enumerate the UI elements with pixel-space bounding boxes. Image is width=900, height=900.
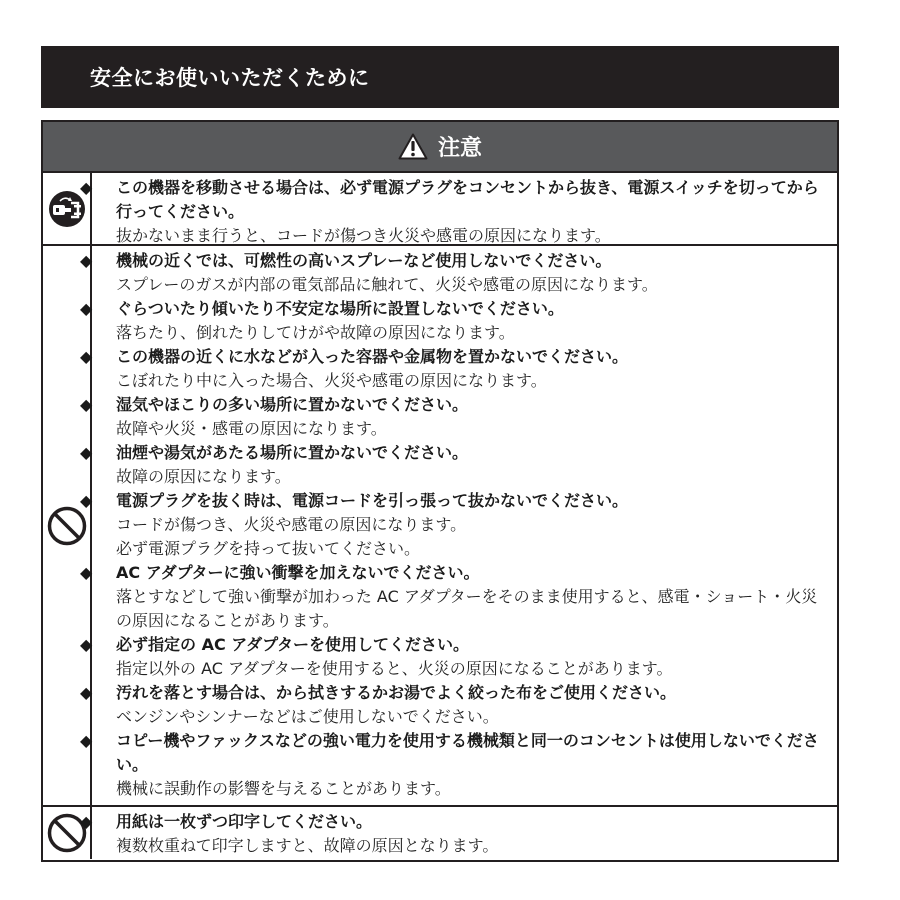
item-heading-text: 用紙は一枚ずつ印字してください。 (116, 812, 373, 831)
row-content (80, 807, 837, 859)
item-heading (80, 441, 831, 465)
diamond-bullet-icon: ◆ (80, 347, 93, 366)
caution-item (80, 633, 831, 681)
item-heading (80, 393, 831, 417)
caution-item (80, 729, 831, 801)
caution-item (80, 176, 831, 248)
caution-row-prohibited (43, 246, 837, 807)
icon-cell (43, 246, 92, 805)
item-heading (80, 489, 831, 513)
item-heading (80, 561, 831, 585)
item-description: こぼれたり中に入った場合、火災や感電の原因になります。 (116, 371, 547, 390)
item-description: 故障や火災・感電の原因になります。 (116, 419, 387, 438)
diamond-bullet-icon: ◆ (80, 731, 93, 750)
item-heading (80, 297, 831, 321)
item-heading-text: この機器の近くに水などが入った容器や金属物を置かないでください。 (116, 347, 629, 366)
caution-item (80, 393, 831, 441)
diamond-bullet-icon: ◆ (80, 683, 93, 702)
caution-item (80, 489, 831, 561)
item-description: 複数枚重ねて印字しますと、故障の原因となります。 (116, 836, 499, 855)
diamond-bullet-icon: ◆ (80, 395, 93, 414)
diamond-bullet-icon: ◆ (80, 812, 93, 831)
diamond-bullet-icon: ◆ (80, 251, 93, 270)
diamond-bullet-icon: ◆ (80, 299, 93, 318)
diamond-bullet-icon: ◆ (80, 491, 93, 510)
item-heading-text: 油煙や湯気があたる場所に置かないでください。 (116, 443, 469, 462)
diamond-bullet-icon: ◆ (80, 443, 93, 462)
caution-row-unplug (43, 173, 837, 246)
item-heading-text: コピー機やファックスなどの強い電力を使用する機械類と同一のコンセントは使用しないでください。 (116, 731, 819, 774)
item-description: 落ちたり、倒れたりしてけがや故障の原因になります。 (116, 323, 515, 342)
item-heading-text: この機器を移動させる場合は、必ず電源プラグをコンセントから抜き、電源スイッチを切ってから行ってください。 (116, 178, 819, 221)
item-description: スプレーのガスが内部の電気部品に触れて、火災や感電の原因になります。 (116, 275, 658, 294)
item-description: 機械に誤動作の影響を与えることがあります。 (116, 779, 451, 798)
caution-item (80, 681, 831, 729)
item-description: 必ず電源プラグを持って抜いてください。 (116, 539, 421, 558)
caution-item (80, 441, 831, 489)
row-content (80, 173, 837, 245)
item-heading-text: 電源プラグを抜く時は、電源コードを引っ張って抜かないでください。 (116, 491, 629, 510)
item-heading (80, 681, 831, 705)
caution-header (43, 122, 837, 173)
item-description: ベンジンやシンナーなどはご使用しないでください。 (116, 707, 499, 726)
item-description: コードが傷つき、火災や感電の原因になります。 (116, 515, 467, 534)
caution-row-paper (43, 807, 837, 859)
item-heading (80, 633, 831, 657)
item-description: 指定以外の AC アダプターを使用すると、火災の原因になることがあります。 (116, 659, 673, 678)
item-heading (80, 729, 831, 777)
caution-item (80, 561, 831, 633)
item-heading (80, 249, 831, 273)
item-heading (80, 345, 831, 369)
item-heading-text: 機械の近くでは、可燃性の高いスプレーなど使用しないでください。 (116, 251, 612, 270)
item-heading-text: 必ず指定の AC アダプターを使用してください。 (116, 635, 470, 654)
item-heading-text: ぐらついたり傾いたり不安定な場所に設置しないでください。 (116, 299, 564, 318)
item-heading-text: AC アダプターに強い衝撃を加えないでください。 (116, 563, 480, 582)
caution-item (80, 297, 831, 345)
diamond-bullet-icon: ◆ (80, 635, 93, 654)
item-heading (80, 176, 831, 224)
item-heading-text: 湿気やほこりの多い場所に置かないでください。 (116, 395, 469, 414)
caution-table (41, 120, 839, 862)
item-heading-text: 汚れを落とす場合は、から拭きするかお湯でよく絞った布をご使用ください。 (116, 683, 677, 702)
warning-triangle-icon (398, 133, 428, 160)
title-bar (41, 46, 839, 108)
caution-label: 注意 (437, 136, 482, 161)
item-description: 落とすなどして強い衝撃が加わった AC アダプターをそのまま使用すると、感電・ショート・火災の原因になることがあります。 (116, 587, 818, 630)
diamond-bullet-icon: ◆ (80, 178, 93, 197)
item-heading (80, 810, 831, 834)
row-content (80, 246, 837, 805)
diamond-bullet-icon: ◆ (80, 563, 93, 582)
item-description: 抜かないまま行うと、コードが傷つき火災や感電の原因になります。 (116, 226, 611, 245)
caution-item (80, 810, 831, 858)
caution-item (80, 345, 831, 393)
caution-item (80, 249, 831, 297)
item-description: 故障の原因になります。 (116, 467, 291, 486)
page-title: 安全にお使いいただくために (90, 66, 370, 90)
